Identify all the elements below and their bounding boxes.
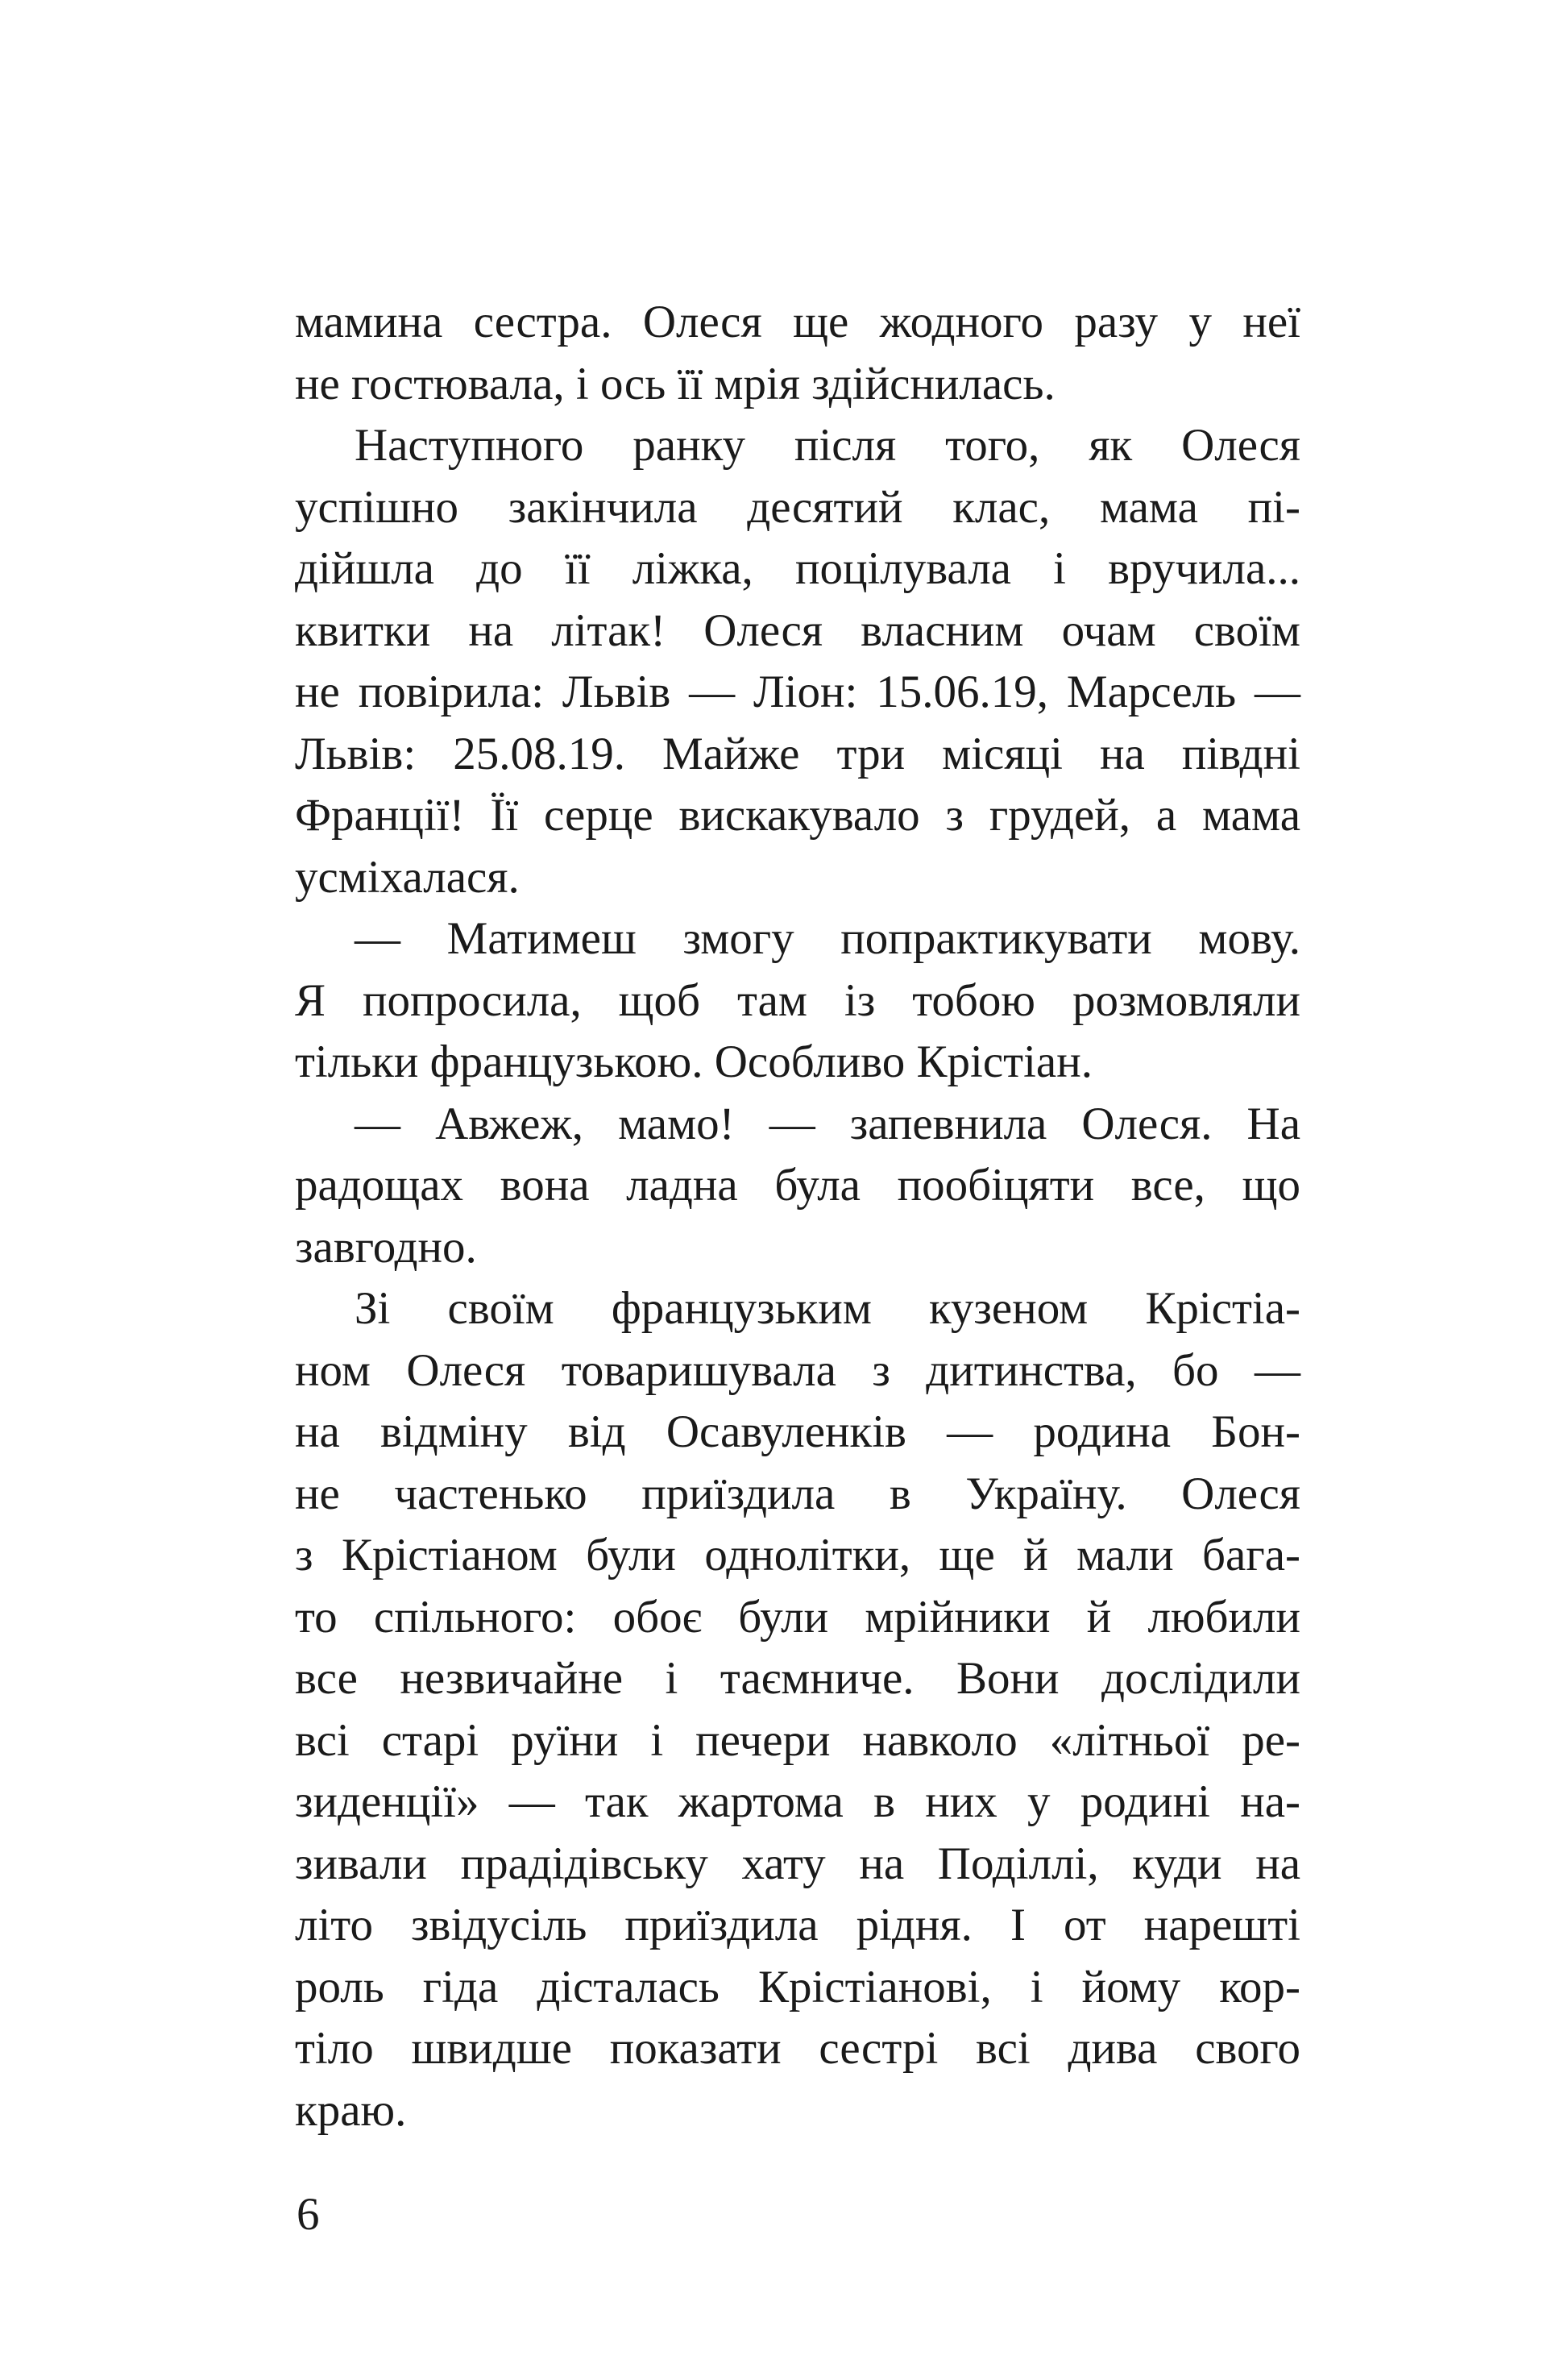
text-line: мамина сестра. Олеся ще жодного разу у неї bbox=[295, 297, 1300, 347]
text-line: успішно закінчила десятий клас, мама пі- bbox=[295, 481, 1300, 533]
paragraph bbox=[295, 1094, 1300, 1279]
text-line: — Матимеш змогу попрактикувати мову. bbox=[355, 913, 1300, 964]
text-line: Львів: 25.08.19. Майже три місяці на півдні bbox=[295, 728, 1300, 779]
page-body-text bbox=[295, 292, 1300, 2141]
page-number: 6 bbox=[297, 2189, 320, 2240]
text-line: на відміну від Осавуленків — родина Бон- bbox=[295, 1406, 1300, 1457]
text-line: все незвичайне і таємниче. Вони дослідили bbox=[295, 1653, 1300, 1704]
paragraph bbox=[295, 292, 1300, 415]
text-line: квитки на літак! Олеся власним очам своїм bbox=[295, 604, 1300, 656]
text-line: — Авжеж, мамо! — запевнила Олеся. На bbox=[355, 1098, 1300, 1149]
text-line: ном Олеся товаришувала з дитинства, бо — bbox=[295, 1344, 1300, 1396]
text-line: радощах вона ладна була пообіцяти все, що bbox=[295, 1160, 1300, 1211]
text-line: тіло швидше показати сестрі всі дива свого bbox=[295, 2023, 1300, 2074]
text-line: роль гіда дісталась Крістіанові, і йому кор- bbox=[295, 1961, 1300, 2012]
text-line: всі старі руїни і печери навколо «літньої ре- bbox=[295, 1714, 1300, 1766]
text-line: не повірила: Львів — Ліон: 15.06.19, Марсель — bbox=[295, 667, 1300, 717]
text-line: Франції! Її серце вискакувало з грудей, а мама bbox=[295, 790, 1300, 841]
text-line: тільки французькою. Особливо Крістіан. bbox=[295, 1036, 1093, 1087]
text-line: краю. bbox=[295, 2084, 407, 2136]
text-line: не частенько приїздила в Україну. Олеся bbox=[295, 1468, 1300, 1519]
text-line: усміхалася. bbox=[295, 851, 520, 903]
text-line: Я попросила, щоб там із тобою розмовляли bbox=[295, 974, 1300, 1026]
text-line: не гостювала, і ось її мрія здійснилась. bbox=[295, 358, 1056, 409]
text-line: Наступного ранку після того, як Олеся bbox=[355, 420, 1300, 471]
paragraph bbox=[295, 415, 1300, 908]
text-line: Зі своїм французьким кузеном Крістіа- bbox=[355, 1283, 1300, 1334]
text-line: то спільного: обоє були мрійники й любили bbox=[295, 1591, 1300, 1643]
text-line: зиденції» — так жартома в них у родині на- bbox=[295, 1776, 1300, 1827]
text-line: з Крістіаном були однолітки, ще й мали бага- bbox=[295, 1530, 1300, 1580]
text-line: літо звідусіль приїздила рідня. І от нарешті bbox=[295, 1900, 1300, 1950]
text-line: дійшла до її ліжка, поцілувала і вручила... bbox=[295, 543, 1300, 594]
text-line: зивали прадідівську хату на Поділлі, куди на bbox=[295, 1838, 1300, 1889]
paragraph bbox=[295, 1278, 1300, 2141]
text-line: завгодно. bbox=[295, 1221, 477, 1273]
paragraph bbox=[295, 908, 1300, 1094]
